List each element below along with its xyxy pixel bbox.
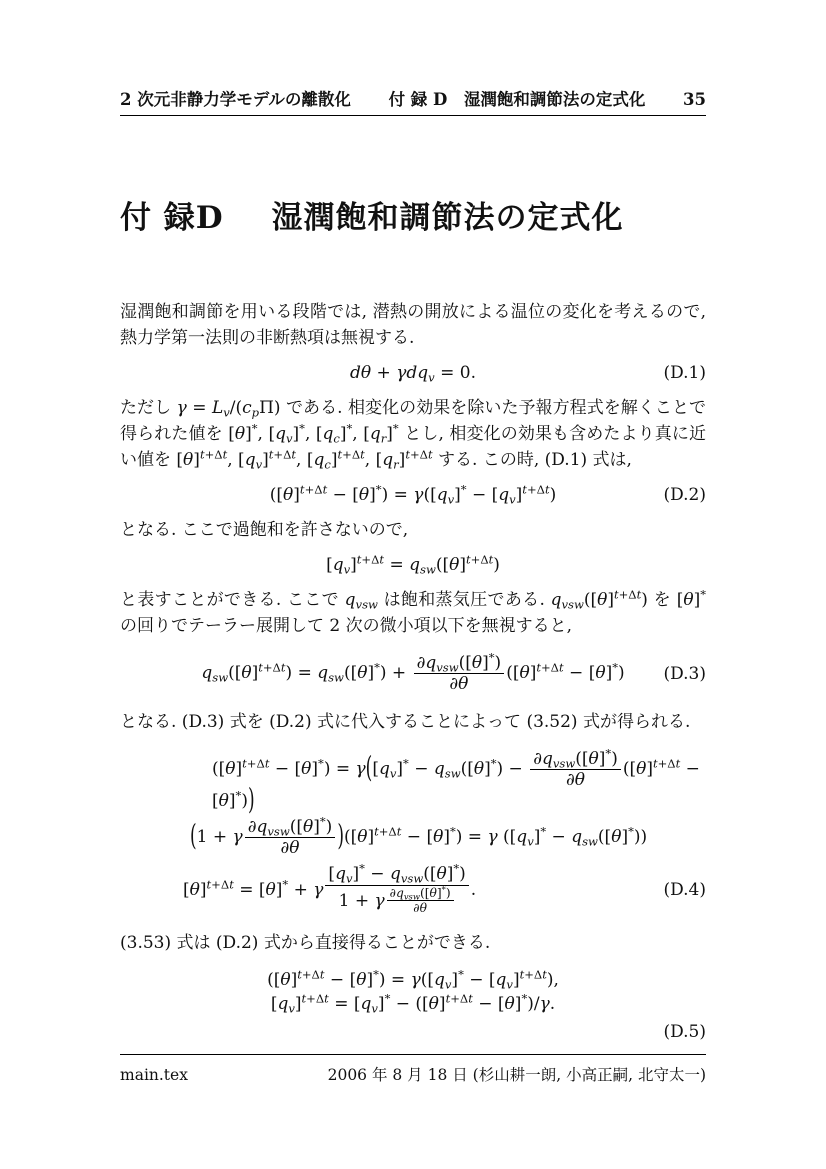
paragraph-intro: 湿潤飽和調節を用いる段階では, 潜熱の開放による温位の変化を考えるので, 熱力学第一法則の非断熱項は無視する. <box>120 302 706 348</box>
equation-saturation <box>120 552 706 577</box>
equation-d4-label: (D.4) <box>663 880 706 901</box>
equation-d5-line1: $([\theta]^{t+\Delta t} - [\theta]^*) = \gamma([q_v]^* - [q_v]^{t+\Delta t})$, <box>267 967 559 992</box>
paragraph-gamma-definition: ただし $\gamma = L_v/(c_p\Pi)$ である. 相変化の効果を除いた予報方程式を解くことで得られた値を [θ]*, $[q_v]^*$, $[q_c]^*$, $[q_r]^*$ とし, 相変化の効果も含めたより真に近い値を $[\theta]^{t+\Delta t}$, $[q_v]^{t+\Delta t}$, $[q_c]^{t+\Delta t}$, $[q_r]^{t+\Delta t}$ する. この時, (D.1) 式は, <box>120 398 706 472</box>
running-head <box>120 86 706 116</box>
equation-saturation-math: $[q_v]^{t+\Delta t} = q_{sw}([\theta]^{t+\Delta t})$ <box>326 552 500 577</box>
equation-d4-line2: (1 + γ $\frac{\partial q_{vsw}([\theta]^*)}{\partial\theta}$ )$([\theta]^{t+\Delta t} - [\theta]^*) = \gamma$ $([q_v]^* - q_{sw}([\theta]^*))$ <box>190 814 648 858</box>
paragraph-substitution: となる. (D.3) 式を (D.2) 式に代入することによって (3.52) 式が得られる. <box>120 711 691 732</box>
running-head-left: 2 次元非静力学モデルの離散化 <box>120 90 351 109</box>
equation-d2-label: (D.2) <box>663 485 706 505</box>
page-footer <box>120 1054 706 1085</box>
equation-d2-math: $([\theta]^{t+\Delta t} - [\theta]^*) = \gamma([q_v]^* - [q_v]^{t+\Delta t})$ <box>269 482 557 507</box>
footer-filename: main.tex <box>120 1066 188 1084</box>
chapter-title-label: 付 録D <box>120 200 224 236</box>
equation-d1-math: dθ + γdq$_v$ = 0. <box>350 363 476 385</box>
equation-d5-label: (D.5) <box>663 1022 706 1043</box>
equation-d4-line1: $([\theta]^{t+\Delta t} - [\theta]^*) = \gamma([q_v]^* - q_{sw}([\theta]^*)$ − $\frac{\partial q_{vsw}([\theta]^*)}{\partial\theta}$ $([\theta]^{t+\Delta t} - [\theta]^*)$) <box>212 746 700 817</box>
paragraph-no-supersaturation: となる. ここで過飽和を許さないので, <box>120 520 409 540</box>
equation-d1-label: (D.1) <box>663 363 706 383</box>
footer-date-authors: 2006 年 8 月 18 日 (杉山耕一朗, 小高正嗣, 北守太一) <box>327 1066 706 1084</box>
equation-d3-math: $q_{sw}([\theta]^{t+\Delta t}) = q_{sw}([\theta]^*)$ + $\frac{\partial q_{vsw}([\theta]^*)}{\partial\theta}$ $([\theta]^{t+\Delta t} - [\theta]^*)$ <box>201 650 625 695</box>
equation-d3 <box>120 650 706 695</box>
equation-d4-line3-math: $[\theta]^{t+\Delta t} = [\theta]^* + \gamma$ $[q_v]^* - q_{vsw}([\theta]^*)$ 1 + γ $\frac{\partial q_{vsw}([\theta]^*)}{\partial\theta}$ . <box>183 862 477 916</box>
paragraph-taylor-expansion: と表すことができる. ここで $q_{vsw}$ は飽和蒸気圧である. $q_{vsw}([\theta]^{t+\Delta t})$ を [θ]* の回りでテーラー展開して 2 次の微小項以下を無視すると, <box>120 587 706 636</box>
equation-d5-line2: $[q_v]^{t+\Delta t} = [q_v]^* - ([\theta]^{t+\Delta t} - [\theta]^*)/\gamma$. <box>270 991 556 1016</box>
equation-d4-group <box>120 746 706 916</box>
running-head-center: 付 録 D 湿潤飽和調節法の定式化 <box>388 90 646 109</box>
equation-d1 <box>120 363 706 383</box>
equation-d2 <box>120 482 706 507</box>
equation-d5-group <box>120 967 706 1043</box>
equation-d4-line3 <box>183 864 706 916</box>
paragraph-direct-derivation: (3.53) 式は (D.2) 式から直接得ることができる. <box>120 933 491 954</box>
chapter-title-text: 湿潤飽和調節法の定式化 <box>271 200 624 236</box>
page-number: 35 <box>683 90 706 109</box>
chapter-title <box>120 192 706 237</box>
equation-d3-label: (D.3) <box>663 663 706 684</box>
